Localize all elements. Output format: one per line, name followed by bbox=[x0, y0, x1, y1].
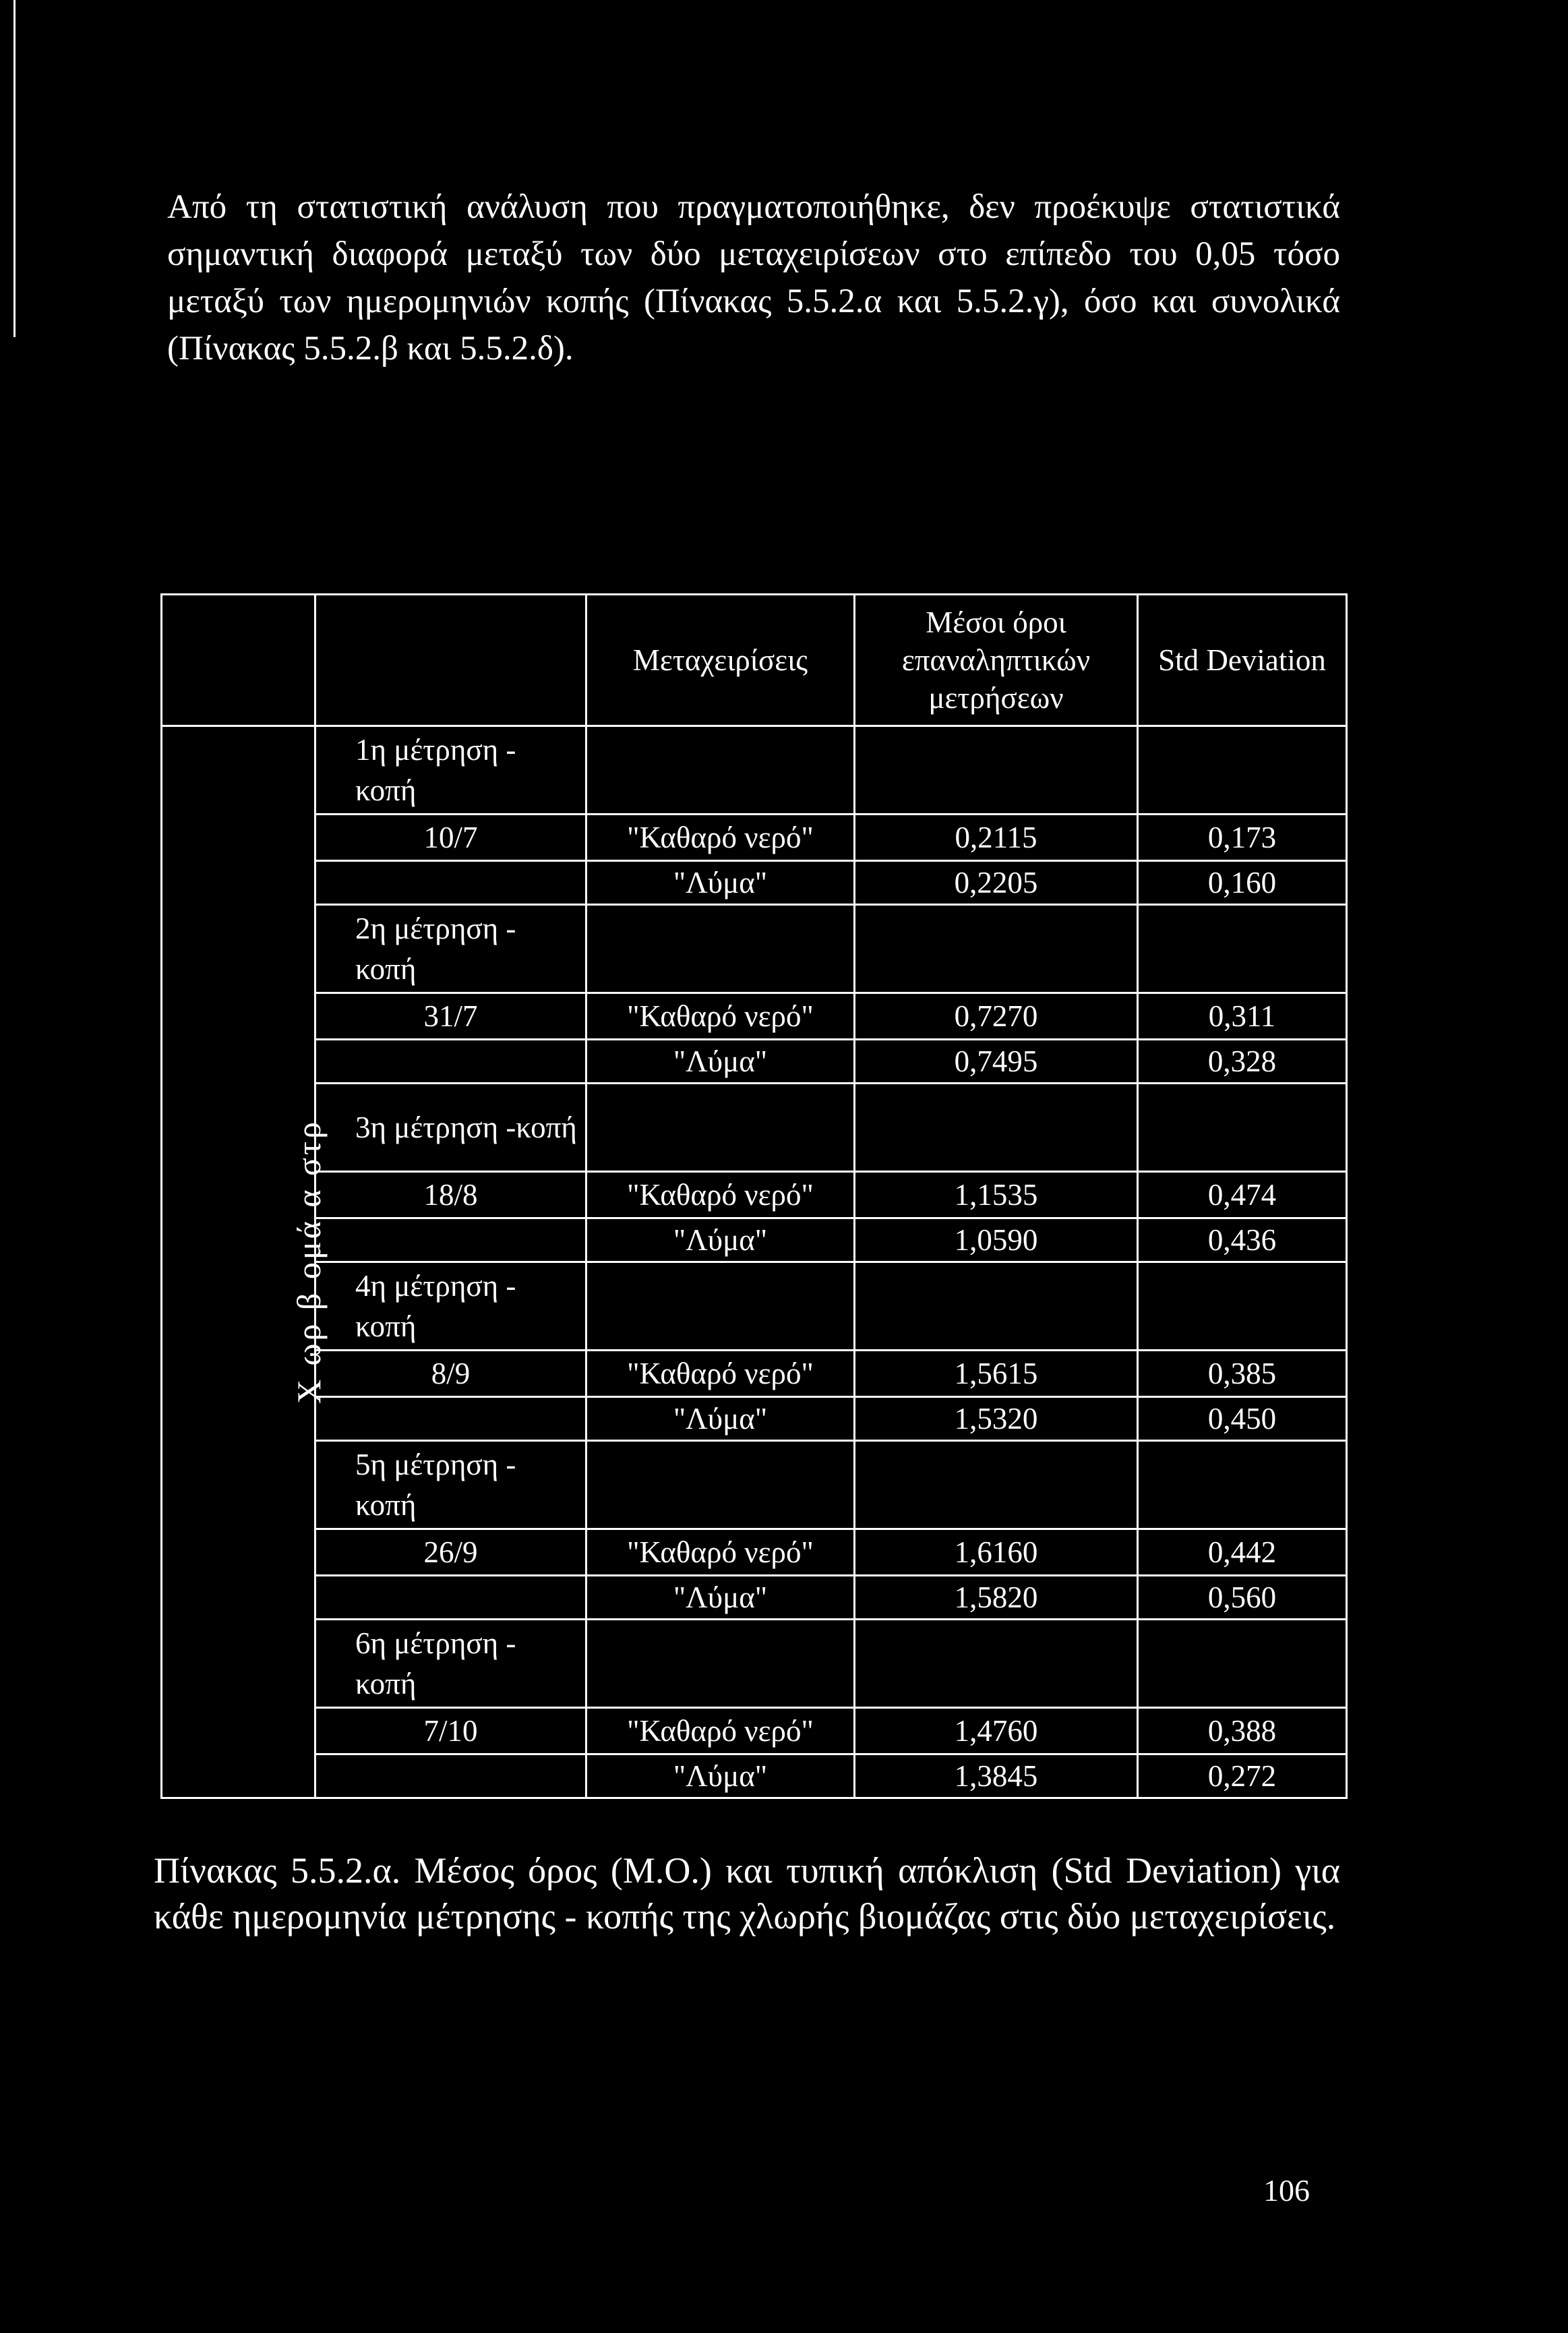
std-cell: 0,388 bbox=[1138, 1708, 1347, 1754]
table-row bbox=[162, 1218, 1347, 1262]
side-label-text: Χ ωρ β ομά α στρ bbox=[290, 1119, 328, 1404]
std-cell: 0,272 bbox=[1138, 1754, 1347, 1798]
side-label bbox=[162, 726, 328, 1798]
empty-cell bbox=[586, 726, 855, 815]
mean-cell: 0,2115 bbox=[855, 815, 1138, 861]
header-treatments: Μεταχειρίσεις bbox=[586, 595, 855, 726]
std-cell: 0,311 bbox=[1138, 993, 1347, 1040]
empty-cell bbox=[1138, 1620, 1347, 1708]
treatment-cell: "Καθαρό νερό" bbox=[586, 815, 855, 861]
table-row bbox=[162, 861, 1347, 905]
treatment-cell: "Καθαρό νερό" bbox=[586, 993, 855, 1040]
treatment-cell: "Καθαρό νερό" bbox=[586, 1708, 855, 1754]
measurement-label: 4η μέτρηση - κοπή bbox=[315, 1262, 586, 1351]
empty-cell bbox=[586, 1620, 855, 1708]
empty-cell bbox=[855, 1620, 1138, 1708]
std-cell: 0,436 bbox=[1138, 1218, 1347, 1262]
table-row bbox=[162, 1351, 1347, 1397]
table-row bbox=[162, 1040, 1347, 1084]
empty-cell bbox=[1138, 726, 1347, 815]
date-cell: 10/7 bbox=[315, 815, 586, 861]
table-caption: Πίνακας 5.5.2.α. Μέσος όρος (Μ.Ο.) και τυπική απόκλιση (Std Deviation) για κάθε ημερομηνία μέτρησης - κοπής της χλωρής βιομάζας στις δύο μεταχειρίσεις. bbox=[154, 1850, 1340, 1937]
std-cell: 0,560 bbox=[1138, 1576, 1347, 1620]
mean-cell: 0,7270 bbox=[855, 993, 1138, 1040]
intro-paragraph: Από τη στατιστική ανάλυση που πραγματοποιήθηκε, δεν προέκυψε στατιστικά σημαντική διαφορά μεταξύ των δύο μεταχειρίσεων στο επίπεδο του 0,05 τόσο μεταξύ των ημερομηνιών κοπής (Πίνακας 5.5.2.α και 5.5.2.γ), όσο και συνολικά (Πίνακας 5.5.2.β και 5.5.2.δ). bbox=[167, 188, 1340, 367]
date-cell: 18/8 bbox=[315, 1172, 586, 1218]
empty-cell bbox=[586, 1441, 855, 1529]
treatment-cell: "Καθαρό νερό" bbox=[586, 1529, 855, 1576]
std-cell: 0,450 bbox=[1138, 1397, 1347, 1441]
mean-cell: 1,6160 bbox=[855, 1529, 1138, 1576]
table-row bbox=[162, 993, 1347, 1040]
empty-cell bbox=[855, 726, 1138, 815]
mean-cell: 1,5820 bbox=[855, 1576, 1138, 1620]
empty-cell bbox=[1138, 1262, 1347, 1351]
table-row bbox=[162, 1708, 1347, 1754]
table-row bbox=[162, 1529, 1347, 1576]
treatment-cell: "Λύμα" bbox=[586, 861, 855, 905]
std-cell: 0,160 bbox=[1138, 861, 1347, 905]
table-row bbox=[162, 1754, 1347, 1798]
measurement-label: 1η μέτρηση - κοπή bbox=[315, 726, 586, 815]
empty-cell bbox=[315, 1040, 586, 1084]
treatment-cell: "Λύμα" bbox=[586, 1576, 855, 1620]
std-cell: 0,173 bbox=[1138, 815, 1347, 861]
empty-cell bbox=[586, 905, 855, 993]
empty-cell bbox=[586, 1084, 855, 1172]
page-number: 106 bbox=[1263, 2173, 1310, 2208]
date-cell: 31/7 bbox=[315, 993, 586, 1040]
std-cell: 0,442 bbox=[1138, 1529, 1347, 1576]
empty-cell bbox=[855, 905, 1138, 993]
mean-cell: 1,4760 bbox=[855, 1708, 1138, 1754]
table-row bbox=[162, 1172, 1347, 1218]
mean-cell: 1,0590 bbox=[855, 1218, 1138, 1262]
mean-cell: 1,5320 bbox=[855, 1397, 1138, 1441]
treatment-cell: "Καθαρό νερό" bbox=[586, 1351, 855, 1397]
measurement-label: 5η μέτρηση - κοπή bbox=[315, 1441, 586, 1529]
empty-cell bbox=[855, 1262, 1138, 1351]
date-cell: 26/9 bbox=[315, 1529, 586, 1576]
mean-cell: 1,5615 bbox=[855, 1351, 1138, 1397]
treatment-cell: "Καθαρό νερό" bbox=[586, 1172, 855, 1218]
measurement-label: 6η μέτρηση - κοπή bbox=[315, 1620, 586, 1708]
table-row bbox=[162, 1397, 1347, 1441]
std-cell: 0,328 bbox=[1138, 1040, 1347, 1084]
measurement-label: 2η μέτρηση - κοπή bbox=[315, 905, 586, 993]
mean-cell: 1,3845 bbox=[855, 1754, 1138, 1798]
empty-cell bbox=[315, 1754, 586, 1798]
scan-edge-line bbox=[13, 0, 16, 337]
table-row bbox=[162, 815, 1347, 861]
std-cell: 0,474 bbox=[1138, 1172, 1347, 1218]
empty-cell bbox=[315, 861, 586, 905]
header-corner bbox=[162, 595, 315, 726]
treatment-cell: "Λύμα" bbox=[586, 1218, 855, 1262]
treatment-cell: "Λύμα" bbox=[586, 1397, 855, 1441]
header-blank bbox=[315, 595, 586, 726]
mean-cell: 1,1535 bbox=[855, 1172, 1138, 1218]
mean-cell: 0,2205 bbox=[855, 861, 1138, 905]
results-table bbox=[160, 593, 1346, 1807]
measurement-label: 3η μέτρηση -κοπή bbox=[315, 1084, 586, 1172]
header-means: Μέσοι όροι επαναληπτικών μετρήσεων bbox=[855, 595, 1138, 726]
empty-cell bbox=[586, 1262, 855, 1351]
empty-cell bbox=[1138, 1084, 1347, 1172]
empty-cell bbox=[315, 1218, 586, 1262]
empty-cell bbox=[315, 1576, 586, 1620]
table-row bbox=[162, 1576, 1347, 1620]
date-cell: 8/9 bbox=[315, 1351, 586, 1397]
empty-cell bbox=[315, 1397, 586, 1441]
treatment-cell: "Λύμα" bbox=[586, 1040, 855, 1084]
mean-cell: 0,7495 bbox=[855, 1040, 1138, 1084]
date-cell: 7/10 bbox=[315, 1708, 586, 1754]
treatment-cell: "Λύμα" bbox=[586, 1754, 855, 1798]
std-cell: 0,385 bbox=[1138, 1351, 1347, 1397]
empty-cell bbox=[1138, 905, 1347, 993]
empty-cell bbox=[1138, 1441, 1347, 1529]
header-std: Std Deviation bbox=[1138, 595, 1347, 726]
empty-cell bbox=[855, 1084, 1138, 1172]
empty-cell bbox=[855, 1441, 1138, 1529]
